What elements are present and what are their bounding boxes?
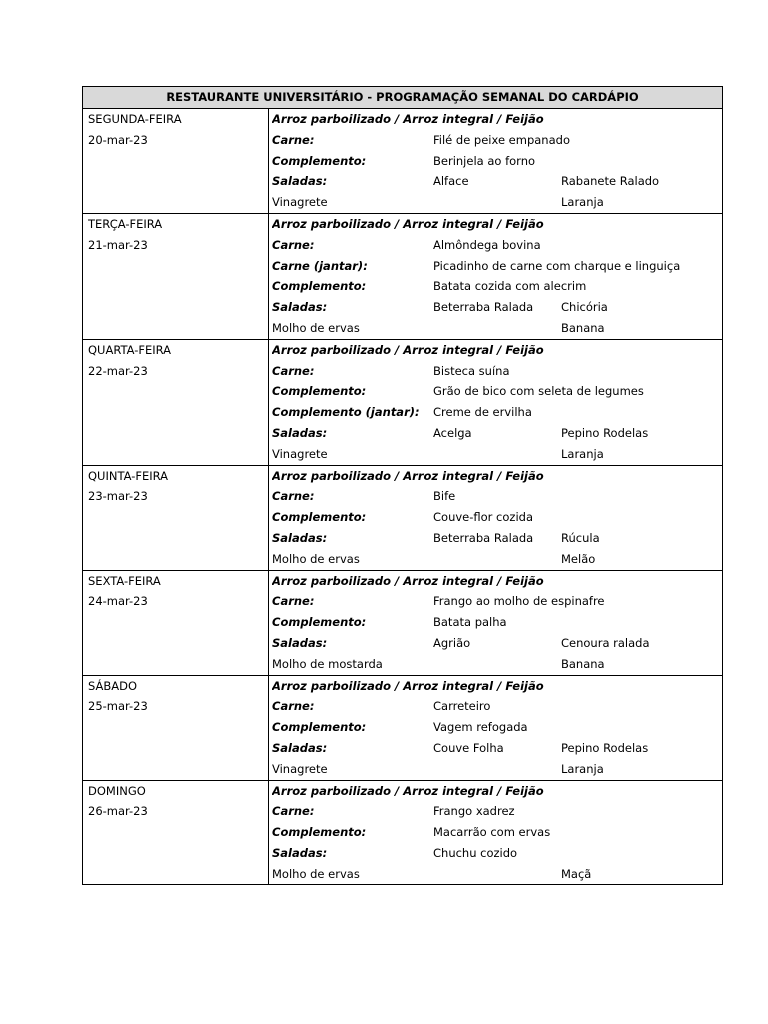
dish-row: [272, 843, 722, 864]
dish-value: Grão de bico com seleta de legumes: [433, 384, 644, 399]
dishes-cell: [269, 675, 723, 780]
dish-extra: [561, 402, 711, 423]
day-name: SEXTA-FEIRA: [88, 573, 161, 588]
dish-extra: Cenoura ralada: [561, 635, 650, 650]
dish-plain: Molho de ervas: [272, 551, 360, 566]
dish-row: [272, 423, 722, 444]
dish-value: Couve-flor cozida: [433, 510, 533, 525]
dish-extra: [561, 801, 711, 822]
dish-row: [272, 612, 722, 633]
day-name: QUARTA-FEIRA: [88, 342, 172, 357]
dish-plain: Molho de ervas: [272, 320, 360, 335]
dish-value: Bisteca suína: [433, 363, 510, 378]
dish-label: Saladas:: [272, 635, 328, 650]
dish-row: [272, 171, 722, 192]
dish-extra: [561, 696, 711, 717]
dish-value: Chuchu cozido: [433, 845, 518, 860]
day-cell: [83, 465, 269, 570]
dish-value: Frango xadrez: [433, 804, 515, 819]
dish-extra: [561, 486, 711, 507]
day-row: [83, 675, 723, 780]
day-name: TERÇA-FEIRA: [88, 216, 163, 231]
dish-extra: [561, 717, 711, 738]
base-dishes: Arroz parboilizado / Arroz integral / Feijão: [272, 678, 544, 693]
day-name: QUINTA-FEIRA: [88, 468, 169, 483]
dish-label: Saladas:: [272, 174, 328, 189]
base-dishes: Arroz parboilizado / Arroz integral / Feijão: [272, 573, 544, 588]
dish-row: [272, 528, 722, 549]
dish-extra: [561, 612, 711, 633]
dish-value: Couve Folha: [433, 740, 504, 755]
dish-value: Bife: [433, 489, 456, 504]
dish-extra: [561, 151, 711, 172]
dish-row: [272, 276, 722, 297]
base-dishes: Arroz parboilizado / Arroz integral / Feijão: [272, 216, 544, 231]
dish-label: Carne (jantar):: [272, 258, 368, 273]
dish-extra: [561, 843, 711, 864]
dish-row: [272, 256, 722, 277]
base-dishes: Arroz parboilizado / Arroz integral / Feijão: [272, 468, 544, 483]
dish-label: Saladas:: [272, 530, 328, 545]
dish-value: Frango ao molho de espinafre: [433, 594, 605, 609]
dish-label: Complemento:: [272, 615, 367, 630]
dish-extra: Pepino Rodelas: [561, 740, 649, 755]
dish-extra: [561, 235, 711, 256]
day-cell: [83, 339, 269, 465]
day-name: SÁBADO: [88, 678, 138, 693]
day-date: 25-mar-23: [88, 699, 148, 714]
dish-row: [272, 696, 722, 717]
dish-row: [272, 192, 722, 213]
dish-value: Filé de peixe empanado: [433, 132, 570, 147]
dish-value: [433, 549, 561, 570]
dish-value: Picadinho de carne com charque e linguiça: [433, 258, 681, 273]
dish-value: [433, 654, 561, 675]
dish-label: Complemento:: [272, 510, 367, 525]
dish-row: [272, 633, 722, 654]
dish-plain: Molho de mostarda: [272, 656, 383, 671]
dish-value: Acelga: [433, 425, 472, 440]
dish-value: Almôndega bovina: [433, 237, 541, 252]
dish-extra: [561, 361, 711, 382]
day-date: 20-mar-23: [88, 132, 148, 147]
dish-label: Carne:: [272, 699, 315, 714]
dish-value: [433, 759, 561, 780]
dish-label: Complemento:: [272, 825, 367, 840]
dish-row: [272, 444, 722, 465]
dish-label: Carne:: [272, 489, 315, 504]
dish-value: Creme de ervilha: [433, 405, 532, 420]
base-dishes: Arroz parboilizado / Arroz integral / Feijão: [272, 783, 544, 798]
dishes-cell: [269, 213, 723, 339]
dish-extra: [561, 507, 711, 528]
dishes-cell: [269, 780, 723, 885]
dish-plain: Molho de ervas: [272, 866, 360, 881]
day-row: [83, 780, 723, 885]
day-date: 23-mar-23: [88, 489, 148, 504]
dish-plain: Vinagrete: [272, 761, 328, 776]
dish-value: Carreteiro: [433, 699, 491, 714]
dish-label: Carne:: [272, 804, 315, 819]
dish-label: Complemento:: [272, 153, 367, 168]
dish-row: [272, 297, 722, 318]
dishes-cell: [269, 465, 723, 570]
dish-row: [272, 801, 722, 822]
dish-row: [272, 235, 722, 256]
dish-row: [272, 507, 722, 528]
dish-extra: Laranja: [561, 761, 604, 776]
day-date: 21-mar-23: [88, 237, 148, 252]
dish-row: [272, 738, 722, 759]
dish-label: Complemento (jantar):: [272, 405, 420, 420]
dish-label: Saladas:: [272, 425, 328, 440]
dish-label: Saladas:: [272, 845, 328, 860]
dish-extra: Laranja: [561, 446, 604, 461]
dish-label: Carne:: [272, 237, 315, 252]
dish-value: [433, 318, 561, 339]
day-row: [83, 109, 723, 214]
day-cell: [83, 213, 269, 339]
dish-extra: Pepino Rodelas: [561, 425, 649, 440]
day-row: [83, 339, 723, 465]
day-row: [83, 570, 723, 675]
dish-row: [272, 381, 722, 402]
dish-row: [272, 130, 722, 151]
dish-label: Carne:: [272, 363, 315, 378]
day-cell: [83, 675, 269, 780]
dish-row: [272, 591, 722, 612]
day-row: [83, 465, 723, 570]
dish-label: Complemento:: [272, 720, 367, 735]
dish-extra: Laranja: [561, 195, 604, 210]
dish-label: Saladas:: [272, 740, 328, 755]
dish-extra: Rúcula: [561, 530, 600, 545]
day-row: [83, 213, 723, 339]
dish-plain: Vinagrete: [272, 195, 328, 210]
dish-extra: Banana: [561, 320, 605, 335]
base-dishes: Arroz parboilizado / Arroz integral / Feijão: [272, 112, 544, 126]
weekly-menu-table: [82, 86, 723, 885]
dish-label: Carne:: [272, 594, 315, 609]
day-cell: [83, 570, 269, 675]
dish-label: Complemento:: [272, 384, 367, 399]
dish-row: [272, 402, 722, 423]
dish-row: [272, 822, 722, 843]
day-cell: [83, 780, 269, 885]
dish-label: Complemento:: [272, 279, 367, 294]
base-dishes: Arroz parboilizado / Arroz integral / Feijão: [272, 342, 544, 357]
menu-sheet: [82, 86, 722, 885]
menu-title: RESTAURANTE UNIVERSITÁRIO - PROGRAMAÇÃO SEMANAL DO CARDÁPIO: [83, 87, 723, 109]
dish-row: [272, 759, 722, 780]
dish-value: [433, 192, 561, 213]
dish-value: Batata palha: [433, 615, 507, 630]
dish-extra: Banana: [561, 656, 605, 671]
dish-row: [272, 717, 722, 738]
dishes-cell: [269, 570, 723, 675]
dish-value: Berinjela ao forno: [433, 153, 536, 168]
dish-extra: Rabanete Ralado: [561, 174, 660, 189]
day-name: DOMINGO: [88, 783, 146, 798]
dish-value: Alface: [433, 174, 469, 189]
dish-row: [272, 486, 722, 507]
dish-value: [433, 444, 561, 465]
dish-row: [272, 864, 722, 885]
dish-row: [272, 654, 722, 675]
dish-value: [433, 864, 561, 885]
dishes-cell: [269, 109, 723, 214]
dish-row: [272, 151, 722, 172]
day-cell: [83, 109, 269, 214]
day-date: 22-mar-23: [88, 363, 148, 378]
dishes-cell: [269, 339, 723, 465]
dish-value: Beterraba Ralada: [433, 300, 534, 315]
dish-value: Agrião: [433, 635, 471, 650]
dish-label: Saladas:: [272, 300, 328, 315]
day-date: 26-mar-23: [88, 804, 148, 819]
dish-extra: [561, 822, 711, 843]
dish-extra: Maçã: [561, 866, 592, 881]
dish-plain: Vinagrete: [272, 446, 328, 461]
menu-body: [83, 87, 723, 885]
dish-row: [272, 361, 722, 382]
dish-extra: Melão: [561, 551, 596, 566]
day-name: SEGUNDA-FEIRA: [88, 112, 182, 126]
dish-row: [272, 318, 722, 339]
dish-value: Macarrão com ervas: [433, 825, 551, 840]
day-date: 24-mar-23: [88, 594, 148, 609]
dish-value: Vagem refogada: [433, 720, 528, 735]
dish-extra: Chicória: [561, 300, 608, 315]
dish-value: Beterraba Ralada: [433, 530, 534, 545]
title-row: [83, 87, 723, 109]
dish-label: Carne:: [272, 132, 315, 147]
dish-row: [272, 549, 722, 570]
dish-value: Batata cozida com alecrim: [433, 279, 587, 294]
